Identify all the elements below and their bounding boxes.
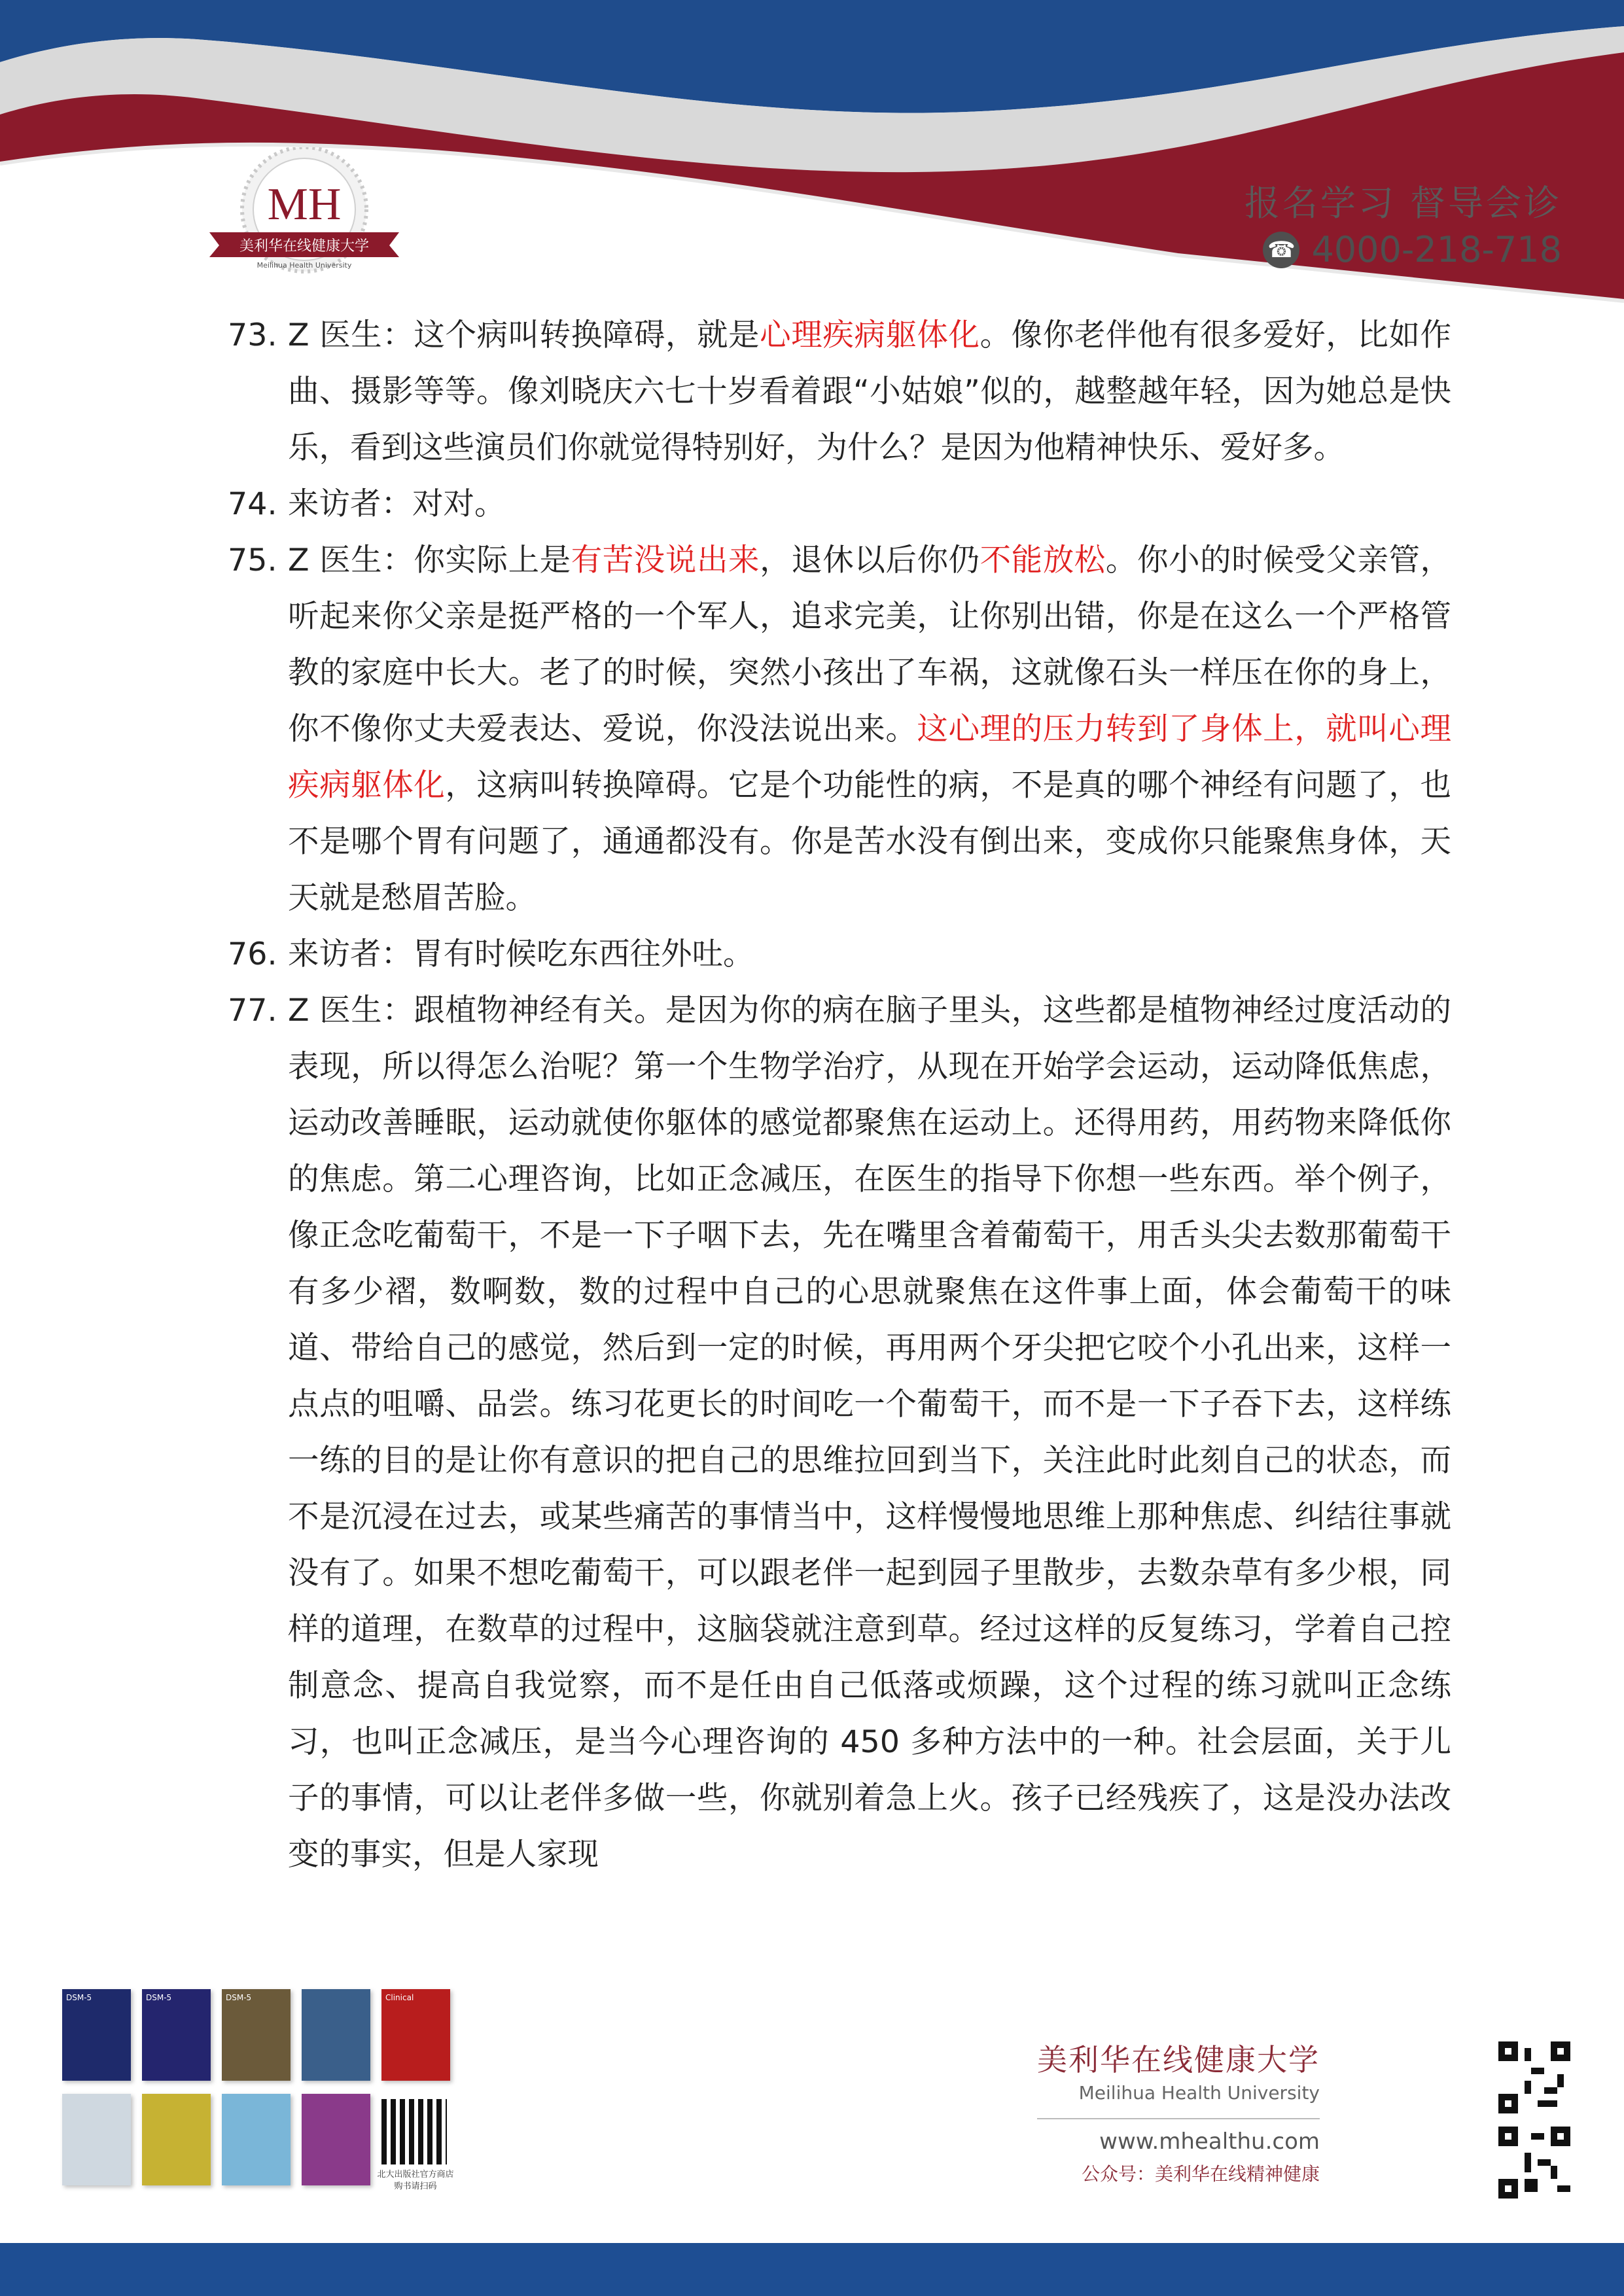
item-text	[288, 476, 1451, 533]
book-cover	[302, 1989, 370, 2081]
hotline-number: 4000-218-718	[1311, 229, 1562, 270]
dialogue-item	[228, 308, 1451, 476]
highlighted-text: 心理疾病躯体化	[760, 317, 980, 353]
wechat-account: 公众号：美利华在线精神健康	[1081, 2163, 1320, 2185]
phone-icon: ☎	[1263, 232, 1299, 268]
dialogue-item	[228, 533, 1451, 927]
highlighted-text: 不能放松	[980, 542, 1106, 578]
book-cover	[222, 2094, 291, 2185]
enroll-slogan: 报名学习 督导会诊	[1244, 183, 1562, 224]
item-number: 74.	[228, 486, 277, 522]
brand-en: Meilihua Health University	[1078, 2082, 1320, 2104]
text-segment: 来访者：胃有时候吃东西往外吐。	[288, 936, 754, 972]
text-segment: Z 医生：你实际上是	[288, 542, 571, 578]
text-segment: Z 医生：这个病叫转换障碍，就是	[288, 317, 760, 353]
dialogue-item	[228, 927, 1451, 983]
book-cover	[302, 2094, 370, 2185]
book-store-qr-icon	[381, 2099, 447, 2164]
book-cover	[62, 2094, 131, 2185]
footer-bar	[0, 2243, 1624, 2296]
text-segment: ，退休以后你仍	[760, 542, 980, 578]
item-number: 73.	[228, 317, 277, 353]
svg-text:美利华在线健康大学: 美利华在线健康大学	[239, 238, 370, 255]
book-cover: DSM-5	[62, 1989, 131, 2081]
text-segment: Z 医生：跟植物神经有关。是因为你的病在脑子里头，这些都是植物神经过度活动的表现，所以得怎么治呢？第一个生物学治疗，从现在开始学会运动，运动降低焦虑，运动改善睡眠，运动就使你躯体的感觉都聚焦在运动上。还得用药，用药物来降低你的焦虑。第二心理咨询，比如正念减压，在医生的指导下你想一些东西。举个例子，像正念吃葡萄干，不是一下子咽下去，先在嘴里含着葡萄干，用舌头尖去数那葡萄干有多少褶，数啊数，数的过程中自己的心思就聚焦在这件事上面，体会葡萄干的味道、带给自己的感觉，然后到一定的时候，再用两个牙尖把它咬个小孔出来，这样一点点的咀嚼、品尝。练习花更长的时间吃一个葡萄干，而不是一下子吞下去，这样练一练的目的是让你有意识的把自己的思维拉回到当下，关注此时此刻自己的状态，而不是沉浸在过去，或某些痛苦的事情当中，这样慢慢地思维上那种焦虑、纠结往事就没有了。如果不想吃葡萄干，可以跟老伴一起到园子里散步，去数杂草有多少根，同样的道理，在数草的过程中，这脑袋就注意到草。经过这样的反复练习，学着自己控制意念、提高自我觉察，而不是任由自己低落或烦躁，这个过程的练习就叫正念练习，也叫正念减压，是当今心理咨询的 450 多种方法中的一种。社会层面，关于儿子的事情，可以让老伴多做一些，你就别着急上火。孩子已经残疾了，这是没办法改变的事实，但是人家现	[288, 993, 1451, 1873]
text-segment: 。像你老伴他有很多爱好，比如作曲、摄影等等。像刘晓庆六七十岁看着跟“小姑娘”似的，越整越年轻，因为她总是快乐，看到这些演员们你就觉得特别好，为什么？是因为他精神快乐、爱好多。	[288, 317, 1452, 466]
item-number: 77.	[228, 993, 277, 1029]
qr-code-icon	[1498, 2041, 1570, 2113]
brand-cn: 美利华在线健康大学	[1037, 2042, 1320, 2077]
footer-brand	[1037, 2036, 1320, 2186]
book-collage	[62, 1983, 461, 2192]
item-text	[288, 927, 1451, 983]
dialogue-transcript	[228, 308, 1451, 1883]
item-text	[288, 308, 1451, 476]
website-link[interactable]: www.mhealthu.com	[1037, 2118, 1320, 2155]
item-text	[288, 983, 1451, 1883]
book-store-caption: 北大出版社官方商店 购书请扫码	[377, 2170, 454, 2191]
text-segment: ，这病叫转换障碍。它是个功能性的病，不是真的哪个神经有问题了，也不是哪个胃有问题了，通通都没有。你是苦水没有倒出来，变成你只能聚焦身体，天天就是愁眉苦脸。	[288, 768, 1452, 916]
highlighted-text: 这心理的压力转到了身体上，就叫心理疾病躯体化	[288, 711, 1451, 804]
hotline	[1263, 229, 1562, 270]
item-number: 75.	[228, 542, 277, 578]
item-number: 76.	[228, 936, 277, 972]
svg-text:Meilihua Health University: Meilihua Health University	[256, 261, 352, 270]
dialogue-item	[228, 476, 1451, 533]
book-cover	[142, 2094, 211, 2185]
book-cover: DSM-5	[222, 1989, 291, 2081]
svg-text:MH: MH	[267, 179, 342, 230]
university-logo	[196, 147, 412, 278]
text-segment: 。你小的时候受父亲管，听起来你父亲是挺严格的一个军人，追求完美，让你别出错，你是在这么一个严格管教的家庭中长大。老了的时候，突然小孩出了车祸，这就像石头一样压在你的身上，你不像你丈夫爱表达、爱说，你没法说出来。	[288, 542, 1452, 747]
book-cover: Clinical	[381, 1989, 450, 2081]
text-segment: 来访者：对对。	[288, 486, 506, 522]
item-text	[288, 533, 1451, 927]
dialogue-item	[228, 983, 1451, 1883]
qr-code-icon	[1498, 2127, 1570, 2199]
book-cover: DSM-5	[142, 1989, 211, 2081]
highlighted-text: 有苦没说出来	[571, 542, 760, 578]
